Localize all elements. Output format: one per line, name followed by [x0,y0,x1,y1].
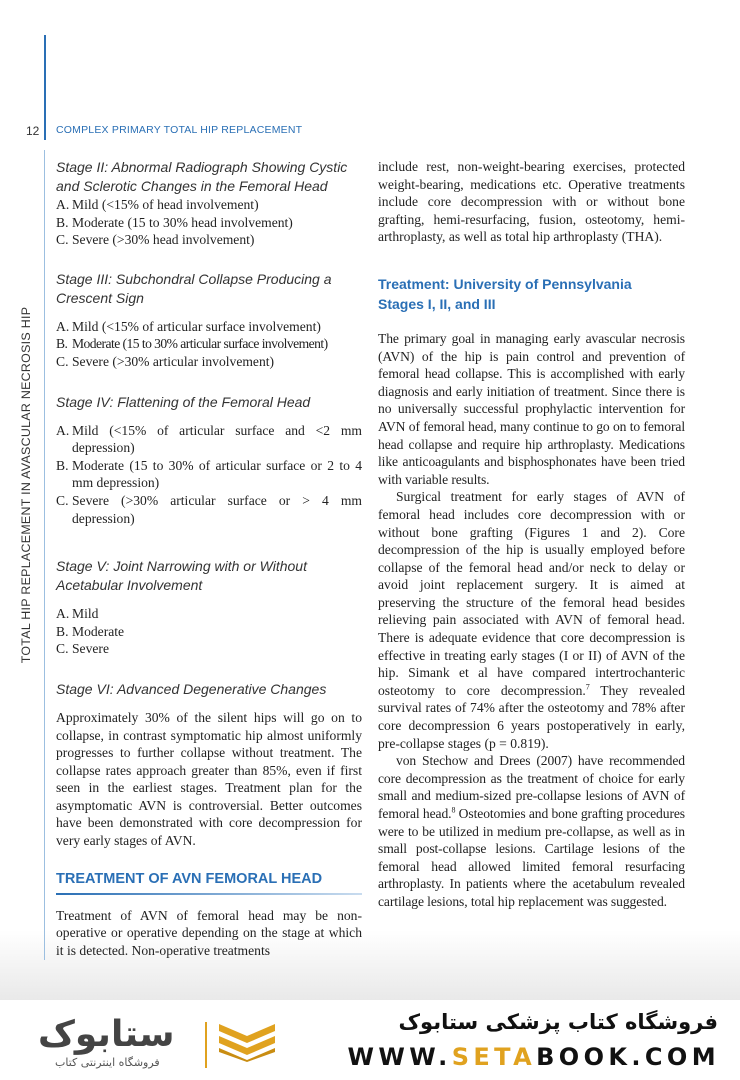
store-logo-tagline: فروشگاه اینترنتی کتاب [55,1056,160,1069]
list-marker: B. [56,623,69,639]
list-marker: B. [56,457,69,473]
list-marker: A. [56,606,70,622]
list-item [56,492,362,527]
url-part: BOOK.COM [536,1043,720,1071]
citation-ref: 8 [451,805,456,815]
url-accent: SETA [451,1043,537,1071]
list-text: Moderate [72,623,125,639]
upenn-heading-line: Treatment: University of Pennsylvania [378,275,632,292]
paragraph-text: Surgical treatment for early stages of AVN of femoral head includes core decompression with or without bone grafting (Figures 1 and 2). Core decompression of the hip is usually employed before collapse of the femoral head and/or neck to delay or avoid joint replacement surgery. It is aimed at preserving the structure of the femoral head besides relieving pain associated with AVN of femoral head. There is adequate evidence that core decompression is effective in treating early stages (I or II) of AVN of the hip. Simank et al have compared intertrochanteric osteotomy to core decompression. [378,489,685,698]
list-text: Mild (<15% of articular surface and <2 mm depression) [72,422,362,456]
list-item [56,457,362,492]
upenn-heading-line: Stages I, II, and III [378,295,496,312]
paragraph-text: Osteotomies and bone grafting procedures were to be utilized in medium pre-collapse, as well as in small post-collapse lesions. Cartilage lesions of the femoral head allowed limited femoral resurfacing arthroplasty. In patients where the acetabulum revealed cartilage lesions, total hip replacement was suggested. [378,806,685,909]
page-number: 12 [26,124,40,138]
list-item [56,422,362,457]
store-name: فروشگاه کتاب پزشکی ستابوک [398,1010,718,1034]
paragraph-text: von Stechow and Drees (2007) have recommended core decompression as the treatment of choice for early small and medium-sized pre-collapse lesions of AVN of femoral head. [378,753,685,821]
url-part: WWW. [347,1043,452,1071]
margin-rule [44,35,46,140]
list-marker: A. [56,197,70,212]
margin-rule-thin [44,150,45,960]
list-item [56,335,362,353]
list-marker: A. [56,422,70,438]
book-stack-icon [215,1018,279,1062]
store-logo: ستابوک [38,1014,175,1055]
stage-2-heading: Stage II: Abnormal Radiograph Showing Cystic and Sclerotic Changes in the Femoral Head [56,159,348,194]
store-url[interactable] [348,1043,720,1071]
body-paragraph [378,488,685,752]
list-text: Severe [72,641,109,657]
stage-6-heading: Stage VI: Advanced Degenerative Changes [56,680,327,697]
list-text: Severe (>30% articular surface or > 4 mm depression) [72,492,362,526]
right-column [378,158,685,911]
citation-ref: 7 [585,682,590,692]
stage-5-list [56,605,362,658]
list-text: Mild (<15% of articular surface involvement) [72,318,321,334]
treatment-paragraph: Treatment of AVN of femoral head may be non-operative or operative depending on the stage at which it is detected. Non-operative treatments [56,907,362,958]
left-column [56,158,362,959]
continuation-paragraph: include rest, non-weight-bearing exercises, protected weight-bearing, medications etc. Operative treatments include core decompression with or without bone grafting, hemi-resurfacing, fusion, osteotomy, hemi-arthroplasty, as well as total hip arthroplasty (THA). [378,159,685,245]
list-marker: C. [56,232,69,248]
body-paragraph: The primary goal in managing early avascular necrosis (AVN) of the hip is pain control and prevention of femoral head collapse. This is accomplished with early diagnosis and early initiation of treatment. Since there is no universally successful prophylactic intervention for AVN of femoral head, many continue to go on to femoral head collapse and require hip arthroplasty. Medications like anticoagulants and bisphosphonates have been tried with variable results. [378,330,685,487]
list-marker: C. [56,492,69,508]
list-marker: C. [56,353,69,369]
list-item [56,196,362,214]
list-text: Severe (>30% head involvement) [72,232,255,248]
list-marker: B. [56,214,69,230]
list-marker: A. [56,318,70,334]
upenn-heading [378,274,685,314]
stage-5-heading: Stage V: Joint Narrowing with or Without Acetabular Involvement [56,558,307,594]
list-item [56,605,362,623]
stage-6-paragraph: Approximately 30% of the silent hips will go on to collapse, in contrast symptomatic hip almost uniformly progresses to further collapse without treatment. The collapse rates approach greater than 85%, even if first seen in the earliest stages. Treatment plan for the asymptomatic AVN is controversial. Better outcomes have been demonstrated with core decompression for very early stages of AVN. [56,709,362,849]
stage-4-heading: Stage IV: Flattening of the Femoral Head [56,393,311,410]
list-marker: B. [56,336,68,352]
treatment-heading: TREATMENT OF AVN FEMORAL HEAD [56,870,323,887]
list-text: Mild [72,606,99,622]
stage-4-list [56,422,362,528]
list-item [56,231,362,249]
list-text: Severe (>30% articular involvement) [72,353,275,369]
list-item [56,214,362,232]
body-paragraph [378,752,685,910]
paragraph-text: They revealed survival rates of 74% after the osteotomy and 78% after core decompression 6 years postoperatively in early, pre-collapse stages (p = 0.819). [378,682,685,751]
list-text: Moderate (15 to 30% of articular surface or 2 to 4 mm depression) [72,457,362,491]
list-text: Moderate (15 to 30% articular surface involvement) [72,336,328,352]
heading-rule [56,893,362,895]
list-text: Mild (<15% of head involvement) [72,197,259,212]
side-title-text: TOTAL HIP REPLACEMENT IN AVASCULAR NECROSIS HIP [19,306,33,664]
list-text: Moderate (15 to 30% head involvement) [72,214,293,230]
list-item [56,640,362,658]
running-head: COMPLEX PRIMARY TOTAL HIP REPLACEMENT [56,124,303,136]
list-item [56,353,362,371]
stage-3-list [56,318,362,371]
list-marker: C. [56,641,69,657]
list-item [56,623,362,641]
list-item [56,318,362,336]
logo-divider [205,1022,207,1068]
stage-3-heading: Stage III: Subchondral Collapse Producing a Crescent Sign [56,270,332,306]
stage-2-list [56,196,362,249]
